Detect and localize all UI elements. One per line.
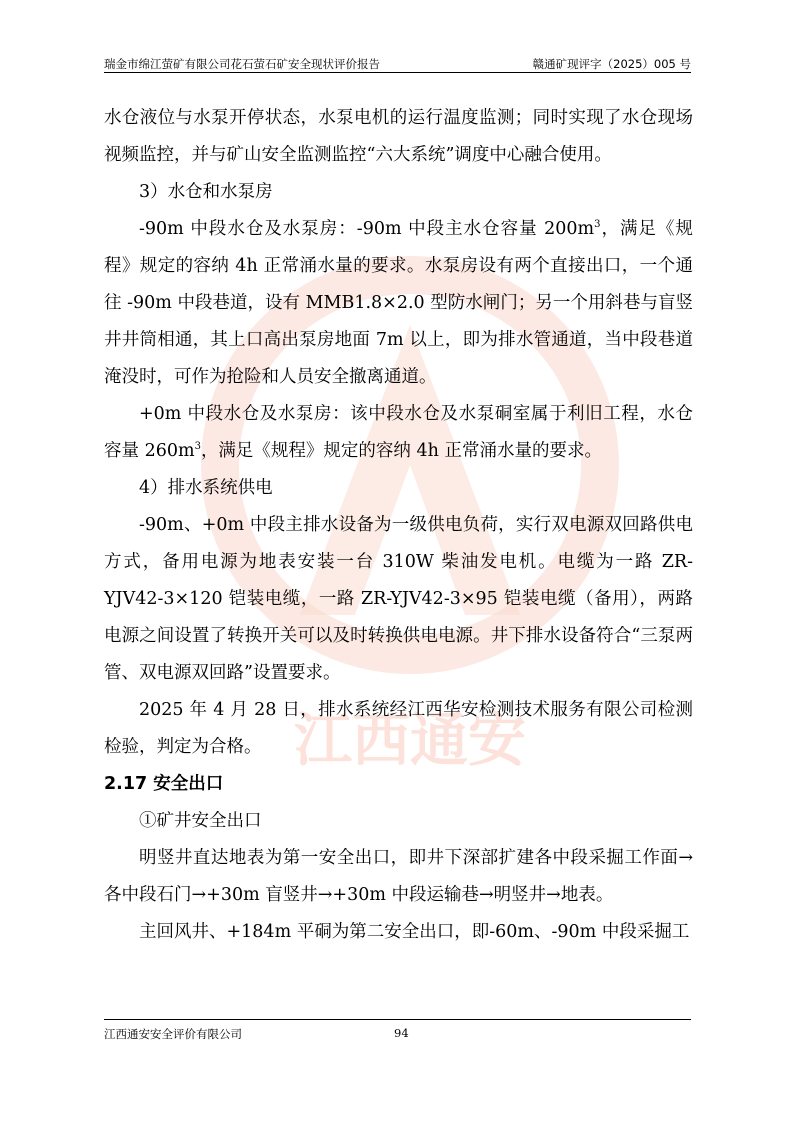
svg-text:江西通安: 江西通安 [293,706,527,774]
page-content [104,100,693,951]
subheading: 3）水仓和水泵房 [139,182,273,202]
subheading: ①矿井安全出口 [139,811,262,831]
paragraph: 明竖井直达地表为第一安全出口，即井下深部扩建各中段采掘工作面→各中段石门→+30m 盲竖井→+30m 中段运输巷→明竖井→地表。 [104,848,693,905]
page-footer [104,1022,691,1042]
page-header [104,52,691,74]
footer-company: 江西通安安全评价有限公司 [104,1027,242,1041]
paragraph: 2025 年 4 月 28 日，排水系统经江西华安检测技术服务有限公司检测检验，判定为合格。 [104,700,694,757]
paragraph: -90m、+0m 中段主排水设备为一级供电负荷，实行双电源双回路供电方式，备用电源为地表安装一台 310W 柴油发电机。电缆为一路 ZR-YJV42-3×120 铠装电缆，一路 ZR-YJV42-3×95 铠装电缆（备用），两路电源之间设置了转换开关可以及时转换供电电源。井下排水设备符合“三泵两管、双电源双回路”设置要求。 [104,515,693,683]
section-heading: 2.17 安全出口 [104,774,224,794]
header-rule [104,72,691,73]
report-title: 瑞金市绵江萤矿有限公司花石萤石矿安全现状评价报告 [104,57,380,71]
report-number: 赣通矿现评字（2025）005 号 [532,57,691,71]
paragraph: +0m 中段水仓及水泵房：该中段水仓及水泵硐室属于利旧工程，水仓容量 $260m^3$，满足《规程》规定的容纳 4h 正常涌水量的要求。 [104,404,693,461]
paragraph: 主回风井、+184m 平硐为第二安全出口，即-60m、-90m 中段采掘工 [139,922,690,942]
paragraph: -90m 中段水仓及水泵房：-90m 中段主水仓容量 $200m^3$，满足《规程》规定的容纳 4h 正常涌水量的要求。水泵房设有两个直接出口，一个通往 -90m 中段巷道，设有 MMB1.8×2.0 型防水闸门；另一个用斜巷与盲竖井井筒相通，其上口高出泵房地面 7m 以上，即为排水管通道，当中段巷道淹没时，可作为抢险和人员安全撤离通道。 [104,219,694,387]
footer-rule [104,1019,691,1020]
subheading: 4）排水系统供电 [139,478,273,498]
paragraph: 水仓液位与水泵开停状态，水泵电机的运行温度监测；同时实现了水仓现场视频监控，并与矿山安全监测监控“六大系统”调度中心融合使用。 [104,108,693,165]
page-number: 94 [394,1026,409,1040]
